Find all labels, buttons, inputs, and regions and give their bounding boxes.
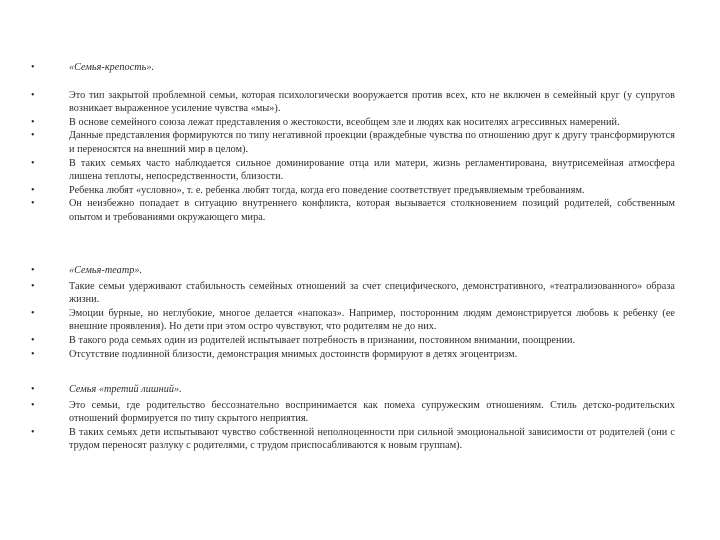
list-item	[0, 157, 720, 184]
bullet-icon: •	[31, 89, 35, 101]
section-heading-item	[0, 264, 720, 278]
list-item	[0, 184, 720, 198]
list-item	[0, 307, 720, 334]
section-family-theatre	[0, 264, 720, 361]
list-item	[0, 426, 720, 453]
list-item-text: В таких семьях дети испытывают чувство собственной неполноценности при сильной эмоциональной зависимости от родителей (они с трудом переносят разлуку с родителями, с трудом приспосабливаются к новым группам).	[69, 426, 675, 452]
bullet-icon: •	[31, 399, 35, 411]
section-family-third-wheel	[0, 383, 720, 453]
list-item-text: Данные представления формируются по типу негативной проекции (враждебные чувства по отношению друг к другу трансформируются и переносятся на внешний мир в целом).	[69, 130, 675, 155]
section-heading: «Семья-театр».	[69, 265, 143, 276]
section-family-fortress	[0, 61, 720, 225]
list-item	[0, 129, 720, 156]
list-item-text: Это семьи, где родительство бессознательно воспринимается как помеха супружеским отношениям. Стиль детско-родительских отношений формируется по типу скрытого неприятия.	[69, 399, 675, 425]
bullet-icon: •	[31, 116, 35, 128]
list-item-text: Он неизбежно попадает в ситуацию внутреннего конфликта, которая вызывается столкновением позиций родителей, собственным опытом и требованиями окружающего мира.	[69, 198, 675, 223]
bullet-icon: •	[31, 384, 35, 395]
section-heading-item	[0, 383, 720, 397]
bullet-icon: •	[31, 334, 35, 346]
section-heading: «Семья-крепость».	[69, 62, 155, 73]
list-item-text: Ребенка любят «условно», т. е. ребенка любят тогда, когда его поведение соответствует предъявляемым требованиям.	[69, 184, 585, 196]
bullet-icon: •	[31, 280, 35, 292]
list-item	[0, 348, 720, 362]
bullet-icon: •	[31, 157, 35, 169]
list-item	[0, 280, 720, 307]
section-heading-item	[0, 61, 720, 75]
bullet-icon: •	[31, 130, 35, 142]
list-item	[0, 399, 720, 426]
section-heading: Семья «третий лишний».	[69, 384, 182, 395]
list-item-text: Такие семьи удерживают стабильность семейных отношений за счет специфического, демонстративного, «театрализованного» образа жизни.	[69, 280, 675, 306]
list-item-text: В основе семейного союза лежат представления о жестокости, всеобщем зле и людях как носителях агрессивных намерений.	[69, 116, 620, 128]
list-item-text: Это тип закрытой проблемной семьи, которая психологически вооружается против всех, кто не включен в семейный круг (у супругов возникает выраженное усиление чувства «мы»).	[69, 89, 675, 115]
list-item	[0, 116, 720, 130]
bullet-icon: •	[31, 348, 35, 360]
bullet-icon: •	[31, 426, 35, 438]
list-item	[0, 334, 720, 348]
list-item-text: В таких семьях часто наблюдается сильное доминирование отца или матери, жизнь регламентирована, внутрисемейная атмосфера лишена теплоты, непосредственности, близости.	[69, 157, 675, 183]
bullet-icon: •	[31, 184, 35, 196]
bullet-icon: •	[31, 198, 35, 210]
list-item	[0, 89, 720, 116]
list-item-text: В такого рода семьях один из родителей испытывает потребность в признании, постоянном внимании, поощрении.	[69, 334, 576, 346]
list-item	[0, 197, 720, 224]
list-item-text: Эмоции бурные, но неглубокие, многое делается «напоказ». Например, посторонним людям демонстрируется любовь к ребенку (ее внешние проявления). Но дети при этом остро чувствуют, что родителям не до них.	[69, 307, 675, 333]
bullet-icon: •	[31, 265, 35, 276]
list-item-text: Отсутствие подлинной близости, демонстрация мнимых достоинств формируют в детях эгоцентризм.	[69, 348, 518, 360]
bullet-icon: •	[31, 62, 35, 73]
bullet-icon: •	[31, 307, 35, 319]
